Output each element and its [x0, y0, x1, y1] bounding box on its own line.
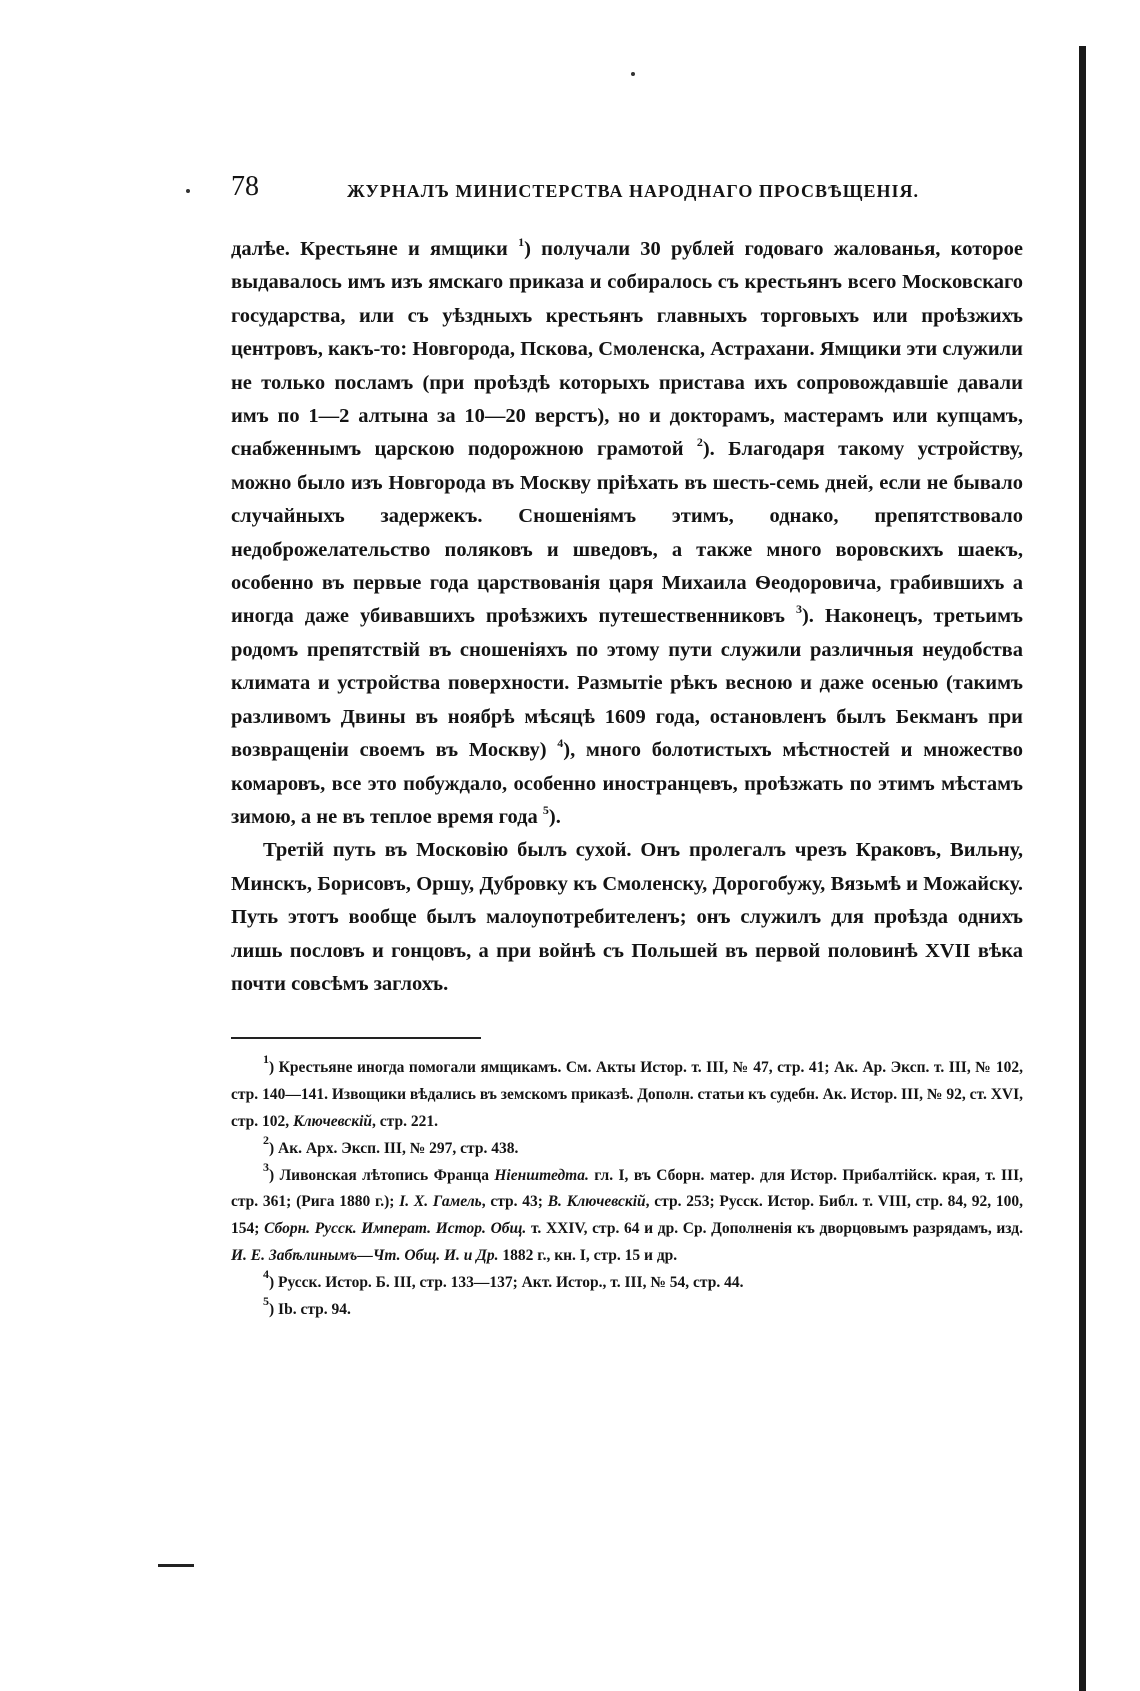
footnote-2: $^2$) Ак. Арх. Эксп. III, № 297, стр. 438.: [263, 1132, 519, 1157]
footnote-3: $^3$) Ливонская лѣтопись Франца Ніенштедта. гл. I, въ Сборн. матер. для Истор. Прибалтійск. края, т. III, стр. 361; (Рига 1880 г.); I. X. Гамель, стр. 43; В. Ключевскій, стр. 253; Русск. Истор. Библ. т. VIII, стр. 84, 92, 100, 154; Сборн. Русск. Императ. Истор. Общ. т. XXIV, стр. 64 и др. Ср. Дополненія къ дворцовымъ разрядамъ, изд. И. Е. Забѣлинымъ—Чт. Общ. И. и Др. 1882 г., кн. I, стр. 15 и др.: [231, 1159, 1024, 1264]
footnote-4: $^4$) Русск. Истор. Б. III, стр. 133—137; Акт. Истор., т. III, № 54, стр. 44.: [263, 1266, 744, 1291]
footnote-ref-4: 4: [557, 736, 564, 751]
margin-mark: [158, 1564, 194, 1567]
footnote-ref-3: 3: [795, 602, 802, 617]
footnote-1: $^1$) Крестьяне иногда помогали ямщикамъ. См. Акты Истор. т. III, № 47, стр. 41; Ак. Ар. Эксп. т. III, № 102, стр. 140—141. Извощики вѣдались въ земскомъ приказѣ. Дополн. статьи къ судебн. Ак. Истор. III, № 92, ст. XVI, стр. 102, Ключевскій, стр. 221.: [231, 1052, 1023, 1130]
page-number: 78: [231, 171, 259, 202]
footnote-5: $^5$) Ib. стр. 94.: [263, 1293, 351, 1318]
footnote-ref-1: 1: [518, 235, 525, 249]
footnote-divider: [231, 1037, 481, 1039]
scan-speck: [631, 72, 635, 76]
main-text: [231, 233, 1023, 1001]
footnote-ref-2: 2: [696, 435, 703, 450]
scan-speck: [186, 189, 190, 193]
running-title: ЖУРНАЛЪ МИНИСТЕРСТВА НАРОДНАГО ПРОСВѢЩЕНІЯ.: [347, 181, 920, 201]
page-edge-rule: [1079, 46, 1086, 1691]
paragraph-1: далѣе. Крестьяне и ямщики $^1$) получали 30 рублей годоваго жалованья, которое выдавалось имъ изъ ямскаго приказа и собиралось съ крестьянъ всего Московскаго государства, или съ уѣздныхъ крестьянъ главныхъ торговыхъ или проѣзжихъ центровъ, какъ-то: Новгорода, Пскова, Смоленска, Астрахани. Ямщики эти служили не только посламъ (при проѣздѣ которыхъ пристава ихъ сопровождавшіе давали имъ по 1—2 алтына за 10—20 верстъ), но и докторамъ, мастерамъ или купцамъ, снабженнымъ царскою подорожною грамотой $^2$). Благодаря такому устройству, можно было изъ Новгорода въ Москву пріѣхать въ шесть-семь дней, если не бывало случайныхъ задержекъ. Сношеніямъ этимъ, однако, препятствовало недоброжелательство поляковъ и шведовъ, а также много воровскихъ шаекъ, особенно въ первые года царствованія царя Михаила Ѳеодоровича, грабившихъ а иногда даже убивавшихъ проѣзжихъ путешественниковъ $^3$). Наконецъ, третьимъ родомъ препятствій въ сношеніяхъ по этому пути служили различныя неудобства климата и устройства поверхности. Размытіе рѣкъ весною и даже осенью (такимъ разливомъ Двины въ ноябрѣ мѣсяцѣ 1609 года, остановленъ былъ Бекманъ при возвращеніи своемъ въ Москву) $^4$), много болотистыхъ мѣстностей и множество комаровъ, все это побуждало, особенно иностранцевъ, проѣзжать по этимъ мѣстамъ зимою, а не въ теплое время года $^5$).: [231, 235, 1024, 828]
footnotes: [231, 1052, 1024, 1323]
paragraph-2: Третій путь въ Московію былъ сухой. Онъ пролегалъ чрезъ Краковъ, Вильну, Минскъ, Борисовъ, Оршу, Дубровку къ Смоленску, Дорогобужу, Вязьмѣ и Можайску. Путь этотъ вообще былъ малоупотребителенъ; онъ служилъ для проѣзда однихъ лишь пословъ и гонцовъ, а при войнѣ съ Польшей въ первой половинѣ XVII вѣка почти совсѣмъ заглохъ.: [231, 839, 1023, 995]
page-header: [231, 171, 1023, 205]
footnote-ref-5: 5: [542, 802, 549, 817]
book-page: [231, 171, 1024, 1323]
